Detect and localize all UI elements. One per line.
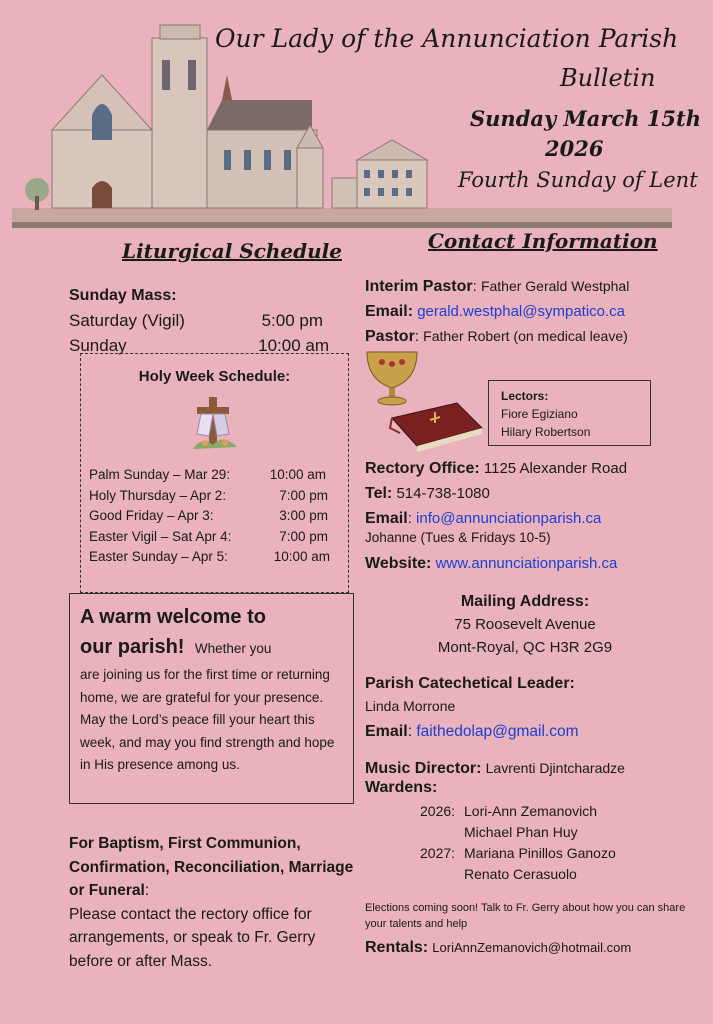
holy-week-row: Good Friday – Apr 3: 3:00 pm [89, 508, 328, 523]
rectory-email: Email: info@annunciationparish.ca [365, 510, 602, 527]
holy-week-list [81, 455, 348, 568]
chalice-and-bible-icon [362, 348, 487, 458]
interim-pastor: Interim Pastor: Father Gerald Westphal [365, 278, 630, 295]
mailing-heading: Mailing Address: [460, 593, 590, 610]
pastor-email-link[interactable]: gerald.westphal@sympatico.ca [417, 303, 626, 320]
warden-row: 2027: Mariana Pinillos Ganozo [420, 845, 616, 861]
welcome-headline: A warm welcome to [80, 606, 266, 628]
pastor-email: Email: gerald.westphal@sympatico.ca [365, 303, 626, 320]
bulletin-date: Sunday March 15th [470, 106, 701, 131]
catechetical-heading: Parish Catechetical Leader: [365, 675, 575, 692]
elections-note: Elections coming soon! Talk to Fr. Gerry about how you can share your talents and help [365, 902, 686, 930]
welcome-body: are joining us for the first time or returning home, we are grateful for your presence. May the Lord’s peace fill your heart this week, and may you find strength and hope in His presence among us. [80, 667, 335, 772]
lector-name: Hilary Robertson [501, 425, 591, 439]
sacraments-heading: For Baptism, First Communion, Confirmation, Reconciliation, Marriage or Funeral [69, 835, 354, 899]
sacraments-section: For Baptism, First Communion, Confirmation, Reconciliation, Marriage or Funeral: Please contact the rectory office for arrangements, or speak to Fr. Gerry before or after Mass. [69, 832, 354, 973]
catechetical-email: Email: faithedolap@gmail.com [365, 723, 579, 740]
lector-name: Fiore Egiziano [501, 407, 578, 421]
wardens-list [420, 801, 616, 885]
lectors-heading: Lectors: [501, 389, 549, 403]
holy-week-heading: Holy Week Schedule: [138, 368, 291, 385]
pastor: Pastor: Father Robert (on medical leave) [365, 328, 628, 345]
warden-row: Renato Cerasuolo [464, 866, 577, 882]
holy-week-box [80, 353, 349, 593]
rectory-email-link[interactable]: info@annunciationparish.ca [416, 510, 602, 527]
holy-week-row: Palm Sunday – Mar 29: 10:00 am [89, 467, 326, 482]
holy-week-row: Easter Vigil – Sat Apr 4: 7:00 pm [89, 528, 328, 544]
catechetical-section [365, 672, 579, 743]
rectory-tel: Tel: 514-738-1080 [365, 485, 490, 502]
mass-row: Sunday 10:00 am [69, 336, 329, 355]
welcome-headline-line2: our parish! Whether you [80, 636, 272, 658]
mailing-address: Mailing Address: 75 Roosevelt Avenue Mont-Royal, QC H3R 2G9 [365, 590, 685, 659]
music-director: Music Director: Lavrenti Djintcharadze [365, 760, 625, 777]
warden-row: Michael Phan Huy [464, 824, 578, 840]
sunday-mass-section [69, 283, 329, 358]
mass-row: Saturday (Vigil) 5:00 pm [69, 311, 323, 330]
catechetical-email-link[interactable]: faithedolap@gmail.com [416, 723, 579, 740]
website: Website: www.annunciationparish.ca [365, 555, 618, 572]
holy-week-row: Easter Sunday – Apr 5: 10:00 am [89, 549, 330, 564]
rentals: Rentals: LoriAnnZemanovich@hotmail.com [365, 939, 632, 956]
cross-icon [185, 393, 245, 455]
catechetical-name: Linda Morrone [365, 698, 456, 714]
rectory-office: Rectory Office: 1125 Alexander Road [365, 460, 628, 477]
liturgical-schedule-heading: Liturgical Schedule [122, 239, 342, 263]
office-hours: Johanne (Tues & Fridays 10-5) [365, 530, 551, 545]
sunday-mass-heading: Sunday Mass: [69, 287, 177, 304]
liturgical-occasion: Fourth Sunday of Lent [458, 168, 698, 192]
lectors-box [488, 380, 651, 446]
bulletin-year: 2026 [545, 136, 604, 161]
welcome-box [69, 593, 354, 804]
contact-information-heading: Contact Information [428, 229, 658, 253]
parish-title: Our Lady of the Annunciation Parish [215, 24, 679, 53]
holy-week-row: Holy Thursday – Apr 2: 7:00 pm [89, 487, 328, 503]
website-link[interactable]: www.annunciationparish.ca [435, 555, 618, 572]
warden-row: 2026: Lori-Ann Zemanovich [420, 803, 598, 819]
wardens-heading: Wardens: [365, 779, 438, 796]
bulletin-title: Bulletin [560, 64, 656, 92]
sacraments-body: Please contact the rectory office for arrangements, or speak to Fr. Gerry before or after Mass. [69, 905, 316, 970]
